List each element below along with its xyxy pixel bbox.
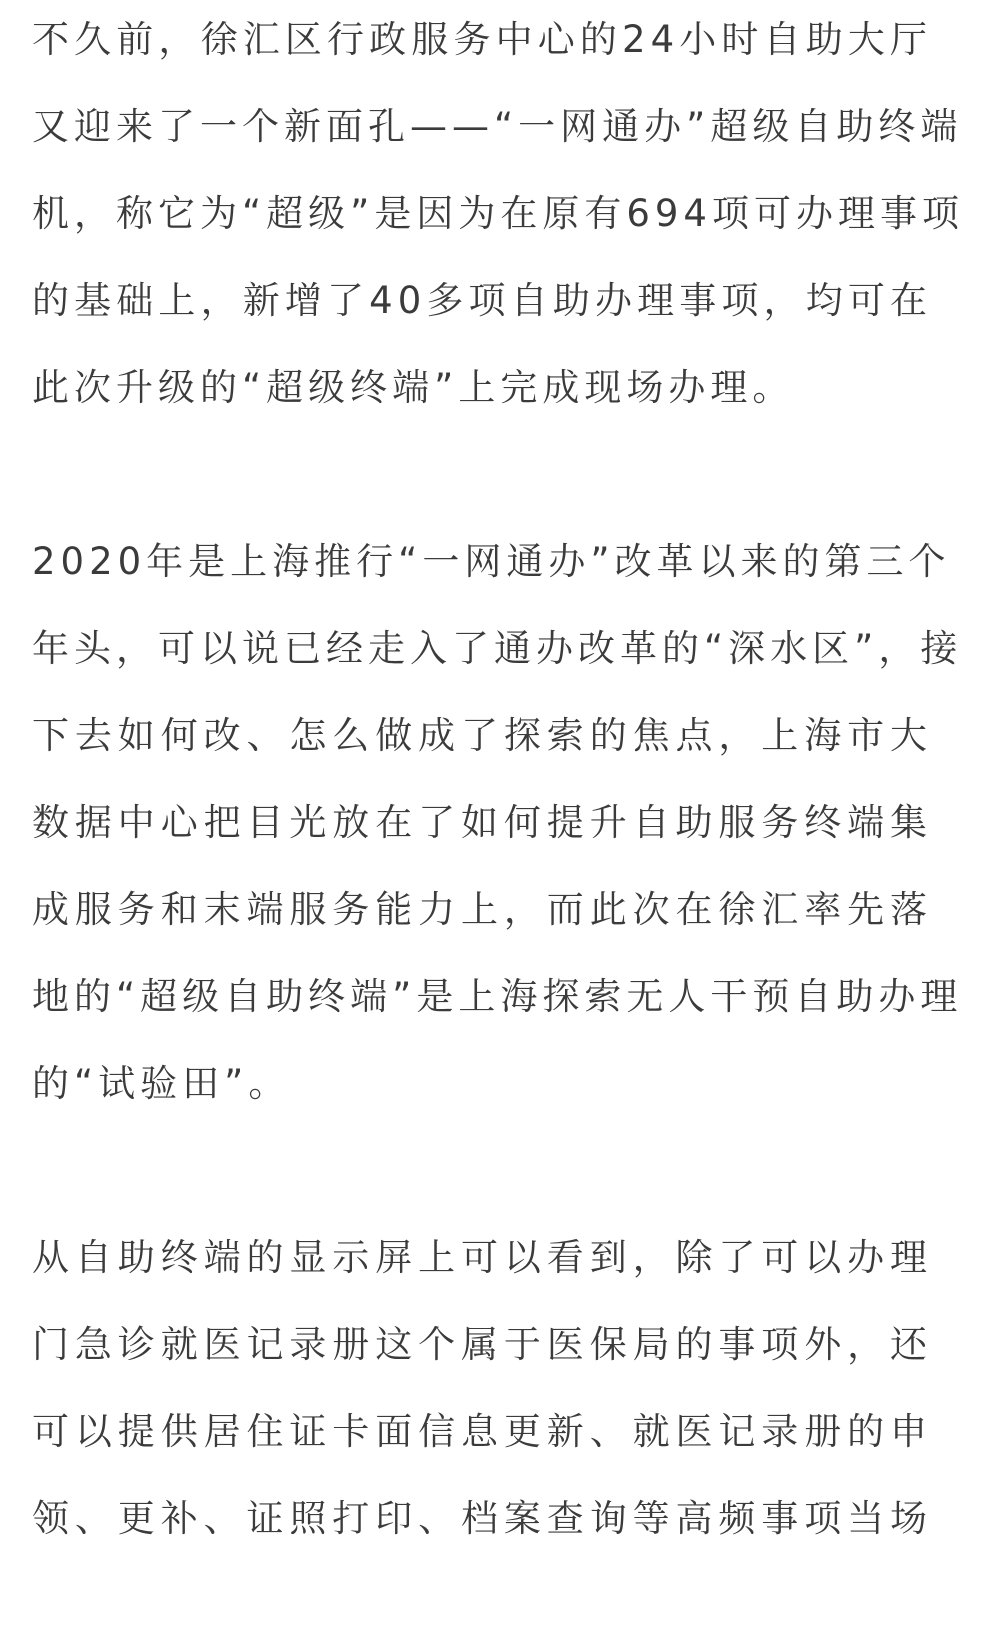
paragraph-3: [32, 1214, 932, 1562]
text-line: 地的“超级自助终端”是上海探索无人干预自助办理: [32, 975, 963, 1018]
paragraph-gap: [32, 431, 932, 518]
text-line: 不久前，徐汇区行政服务中心的24小时自助大厅: [32, 18, 932, 61]
article-body: [32, 0, 964, 1562]
text-line: 的基础上，新增了40多项自助办理事项，均可在: [32, 279, 932, 322]
paragraph-1: [32, 0, 964, 431]
text-line: 数据中心把目光放在了如何提升自助服务终端集: [32, 801, 932, 844]
text-line: 2020年是上海推行“一网通办”改革以来的第三个: [32, 540, 951, 583]
text-line: 可以提供居住证卡面信息更新、就医记录册的申: [32, 1410, 932, 1453]
text-line: 从自助终端的显示屏上可以看到，除了可以办理: [32, 1236, 932, 1279]
text-line: 机，称它为“超级”是因为在原有694项可办理事项: [32, 192, 964, 235]
paragraph-2: [32, 518, 963, 1127]
paragraph-gap: [32, 1127, 932, 1214]
text-line: 下去如何改、怎么做成了探索的焦点，上海市大: [32, 714, 932, 757]
text-line: 领、更补、证照打印、档案查询等高频事项当场: [32, 1497, 932, 1540]
text-line: 年头，可以说已经走入了通办改革的“深水区”，接: [32, 627, 963, 670]
text-line: 成服务和末端服务能力上，而此次在徐汇率先落: [32, 888, 932, 931]
text-line: 又迎来了一个新面孔——“一网通办”超级自助终端: [32, 105, 963, 148]
text-line: 的“试验田”。: [32, 1062, 291, 1105]
text-line: 此次升级的“超级终端”上完成现场办理。: [32, 366, 795, 409]
text-line: 门急诊就医记录册这个属于医保局的事项外，还: [32, 1323, 932, 1366]
